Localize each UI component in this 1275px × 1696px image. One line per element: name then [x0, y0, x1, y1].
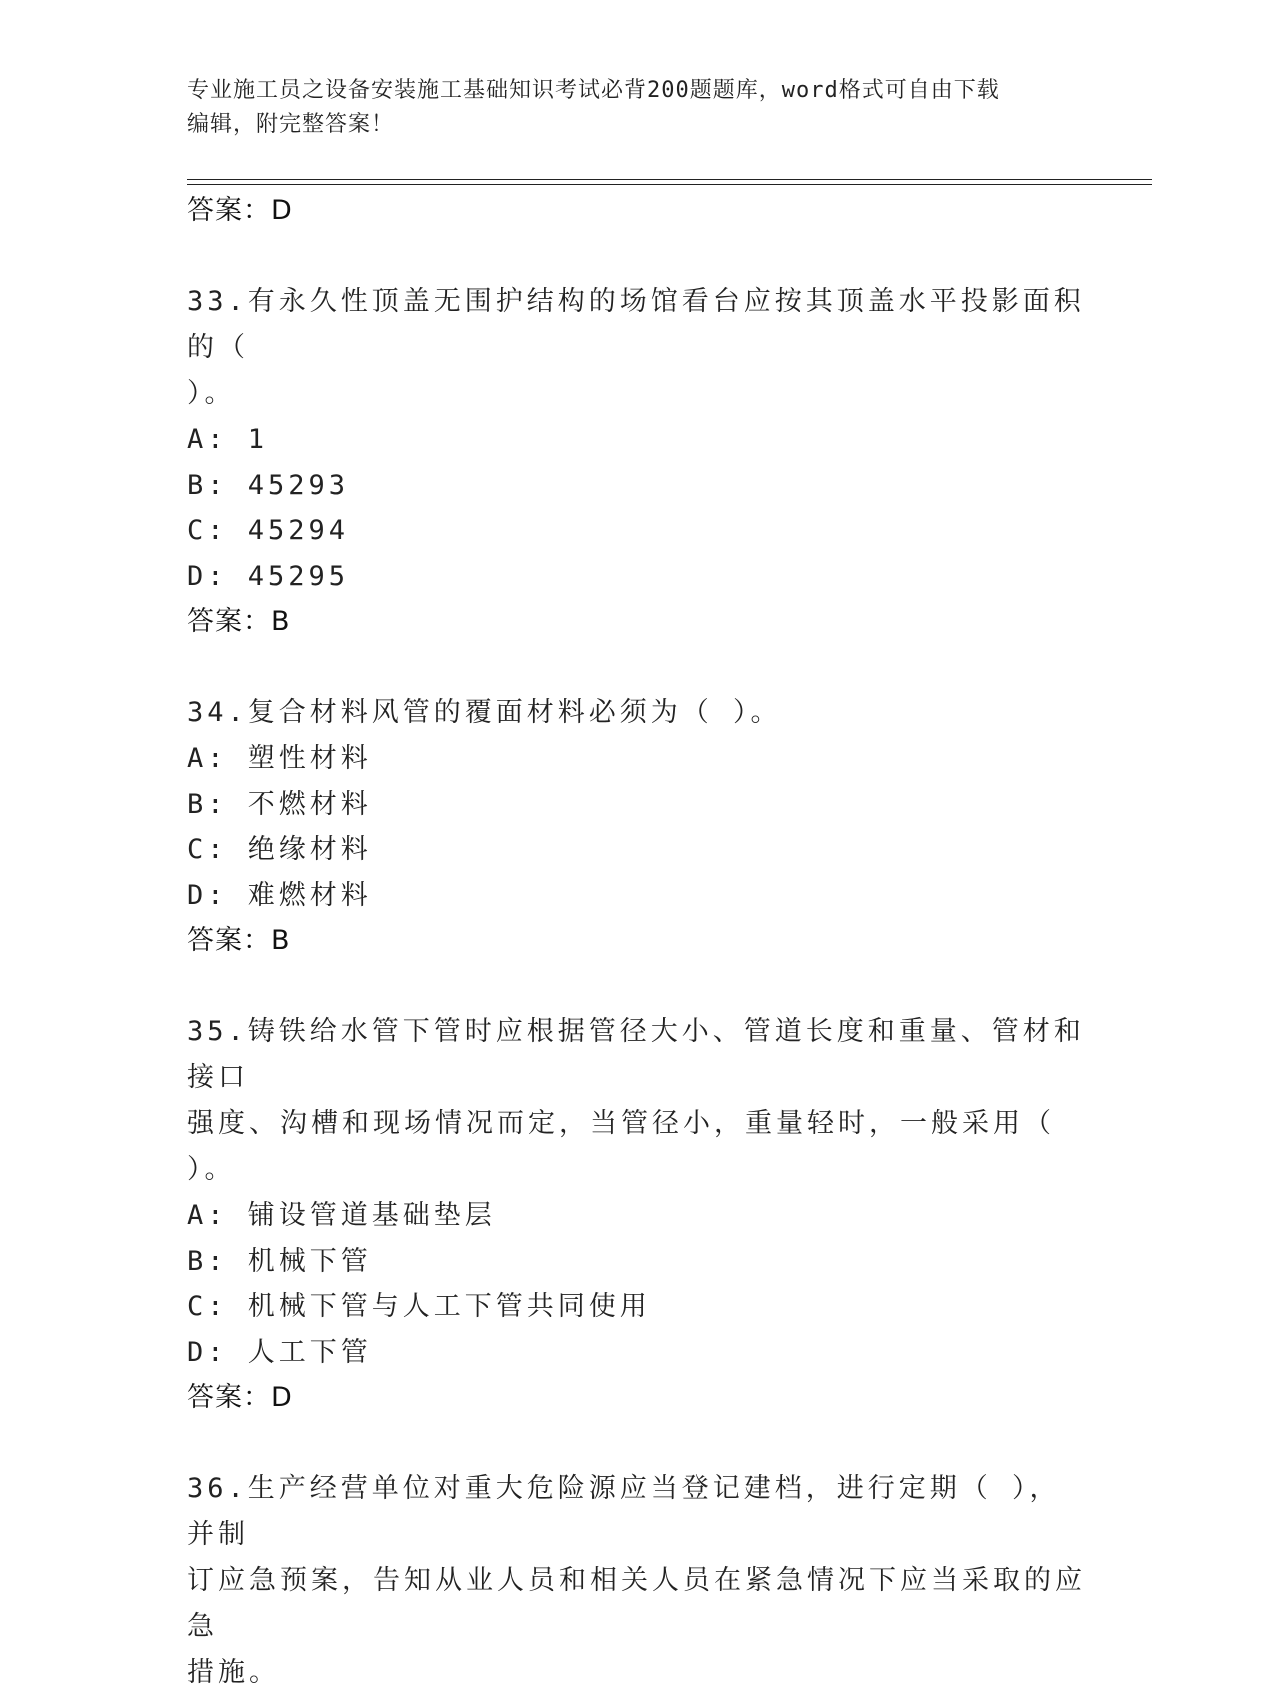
- question-stem-line: 措施。: [187, 1657, 280, 1688]
- answer: 答案：D: [187, 1382, 293, 1413]
- option-d: D: 难燃材料: [187, 879, 372, 911]
- option-c: C: 机械下管与人工下管共同使用: [187, 1291, 651, 1322]
- header-divider-top: [187, 179, 1152, 180]
- option-d: D: 人工下管: [187, 1336, 372, 1368]
- question-36: [187, 1466, 1087, 1696]
- answer: 答案：B: [187, 606, 291, 637]
- option-a: A: 铺设管道基础垫层: [187, 1200, 496, 1231]
- option-b: B: 机械下管: [187, 1245, 372, 1277]
- document-header: [187, 74, 1087, 142]
- option-d: D: 45295: [187, 560, 350, 592]
- header-divider-bottom: [187, 184, 1152, 185]
- question-34: [187, 690, 1087, 964]
- option-a: A: 1: [187, 424, 269, 455]
- question-stem-line: 33.有永久性顶盖无围护结构的场馆看台应按其顶盖水平投影面积的（: [187, 286, 1085, 363]
- option-c: C: 45294: [187, 515, 350, 546]
- document-body: [187, 188, 1087, 1696]
- question-33: [187, 279, 1087, 645]
- header-line-1: 专业施工员之设备安装施工基础知识考试必背200题题库，word格式可自由下载: [187, 78, 1000, 103]
- question-stem-line: 强度、沟槽和现场情况而定，当管径小，重量轻时，一般采用（ ）。: [187, 1108, 1076, 1185]
- option-c: C: 绝缘材料: [187, 834, 372, 865]
- question-stem-line: 35.铸铁给水管下管时应根据管径大小、管道长度和重量、管材和接口: [187, 1016, 1085, 1093]
- previous-answer: 答案：D: [187, 195, 293, 226]
- option-b: B: 不燃材料: [187, 788, 372, 820]
- answer: 答案：B: [187, 925, 291, 956]
- option-a: A: 塑性材料: [187, 743, 372, 774]
- question-stem-line: ）。: [187, 378, 236, 409]
- question-stem-line: 34.复合材料风管的覆面材料必须为（ ）。: [187, 697, 782, 728]
- question-stem-line: 订应急预案，告知从业人员和相关人员在紧急情况下应当采取的应急: [187, 1565, 1086, 1642]
- question-35: [187, 1009, 1087, 1421]
- option-b: B: 45293: [187, 469, 350, 501]
- header-line-2: 编辑，附完整答案！: [187, 112, 395, 137]
- question-stem-line: 36.生产经营单位对重大危险源应当登记建档，进行定期（ ），并制: [187, 1473, 1061, 1550]
